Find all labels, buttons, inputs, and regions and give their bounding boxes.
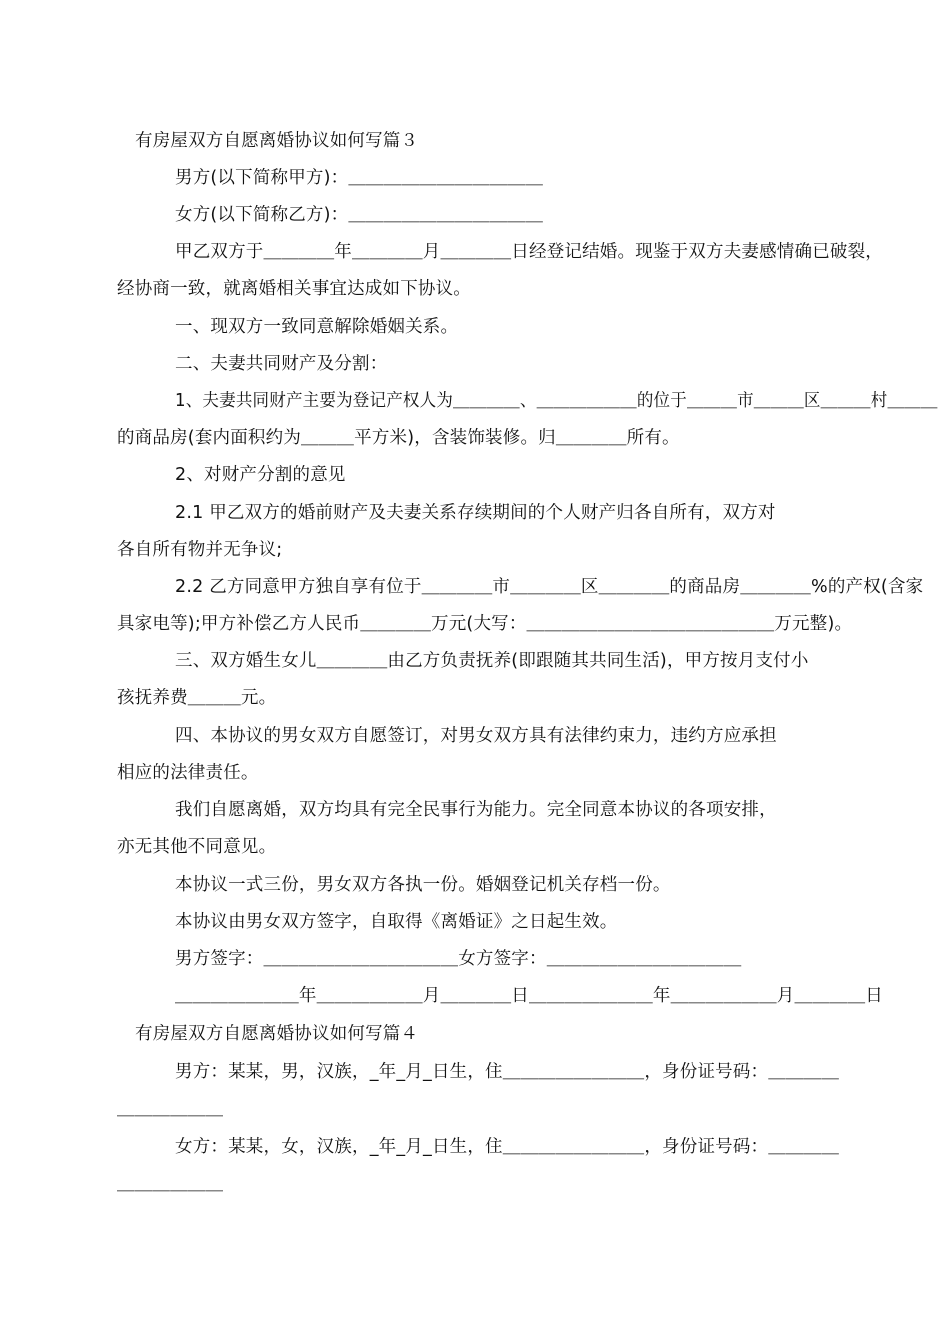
clause-3-line-1: 三、双方婚生女儿＿＿＿＿由乙方负责抚养(即跟随其共同生活)，甲方按月支付小 (175, 651, 809, 671)
section-4-female-party-line-2: ＿＿＿＿＿＿ (117, 1174, 224, 1194)
statement-line-1: 我们自愿离婚，双方均具有完全民事行为能力。完全同意本协议的各项安排， (175, 800, 777, 820)
clause-2-1-line-2: 的商品房(套内面积约为＿＿＿平方米)，含装饰装修。归＿＿＿＿所有。 (117, 428, 680, 448)
intro-paragraph-line-2: 经协商一致，就离婚相关事宜达成如下协议。 (117, 279, 471, 299)
section-4-male-party-line-1: 男方：某某，男，汉族，_年_月_日生，住＿＿＿＿＿＿＿＿，身份证号码：＿＿＿＿ (175, 1062, 840, 1082)
clause-2-2-1-line-1: 2.1 甲乙双方的婚前财产及夫妻关系存续期间的个人财产归各自所有，双方对 (175, 503, 776, 523)
female-party-line: 女方(以下简称乙方)：＿＿＿＿＿＿＿＿＿＿＿ (175, 205, 544, 225)
clause-3-line-2: 孩抚养费＿＿＿元。 (117, 688, 277, 708)
signature-line: 男方签字：＿＿＿＿＿＿＿＿＿＿＿女方签字：＿＿＿＿＿＿＿＿＿＿＿ (175, 949, 742, 969)
clause-1: 一、现双方一致同意解除婚姻关系。 (175, 317, 459, 337)
clause-2-1-line-1: 1、夫妻共同财产主要为登记产权人为＿＿＿＿、＿＿＿＿＿＿的位于＿＿＿市＿＿＿区＿＿＿村＿＿＿ (175, 391, 938, 411)
clause-2-heading: 二、夫妻共同财产及分割： (175, 354, 388, 374)
date-line: ＿＿＿＿＿＿＿年＿＿＿＿＿＿月＿＿＿＿日＿＿＿＿＿＿＿年＿＿＿＿＿＿月＿＿＿＿日 (175, 986, 883, 1006)
section-4-male-party-line-2: ＿＿＿＿＿＿ (117, 1099, 224, 1119)
effect-clause: 本协议由男女双方签字，自取得《离婚证》之日起生效。 (175, 912, 618, 932)
section-4-female-party-line-1: 女方：某某，女，汉族，_年_月_日生，住＿＿＿＿＿＿＿＿，身份证号码：＿＿＿＿ (175, 1137, 840, 1157)
clause-2-2-2-line-2: 具家电等);甲方补偿乙方人民币＿＿＿＿万元(大写：＿＿＿＿＿＿＿＿＿＿＿＿＿＿万元整)。 (117, 614, 853, 634)
clause-4-line-1: 四、本协议的男女双方自愿签订，对男女双方具有法律约束力，违约方应承担 (175, 726, 777, 746)
section-3-title: 有房屋双方自愿离婚协议如何写篇３ (135, 131, 419, 151)
male-party-line: 男方(以下简称甲方)：＿＿＿＿＿＿＿＿＿＿＿ (175, 168, 544, 188)
copies-clause: 本协议一式三份，男女双方各执一份。婚姻登记机关存档一份。 (175, 875, 671, 895)
clause-2-2-1-line-2: 各自所有物并无争议; (117, 540, 283, 560)
clause-4-line-2: 相应的法律责任。 (117, 763, 259, 783)
section-4-title: 有房屋双方自愿离婚协议如何写篇４ (135, 1024, 419, 1044)
clause-2-2-heading: 2、对财产分割的意见 (175, 465, 346, 485)
statement-line-2: 亦无其他不同意见。 (117, 837, 277, 857)
clause-2-2-2-line-1: 2.2 乙方同意甲方独自享有位于＿＿＿＿市＿＿＿＿区＿＿＿＿的商品房＿＿＿＿%的产权(含家 (175, 577, 924, 597)
intro-paragraph-line-1: 甲乙双方于＿＿＿＿年＿＿＿＿月＿＿＿＿日经登记结婚。现鉴于双方夫妻感情确已破裂， (175, 242, 883, 262)
